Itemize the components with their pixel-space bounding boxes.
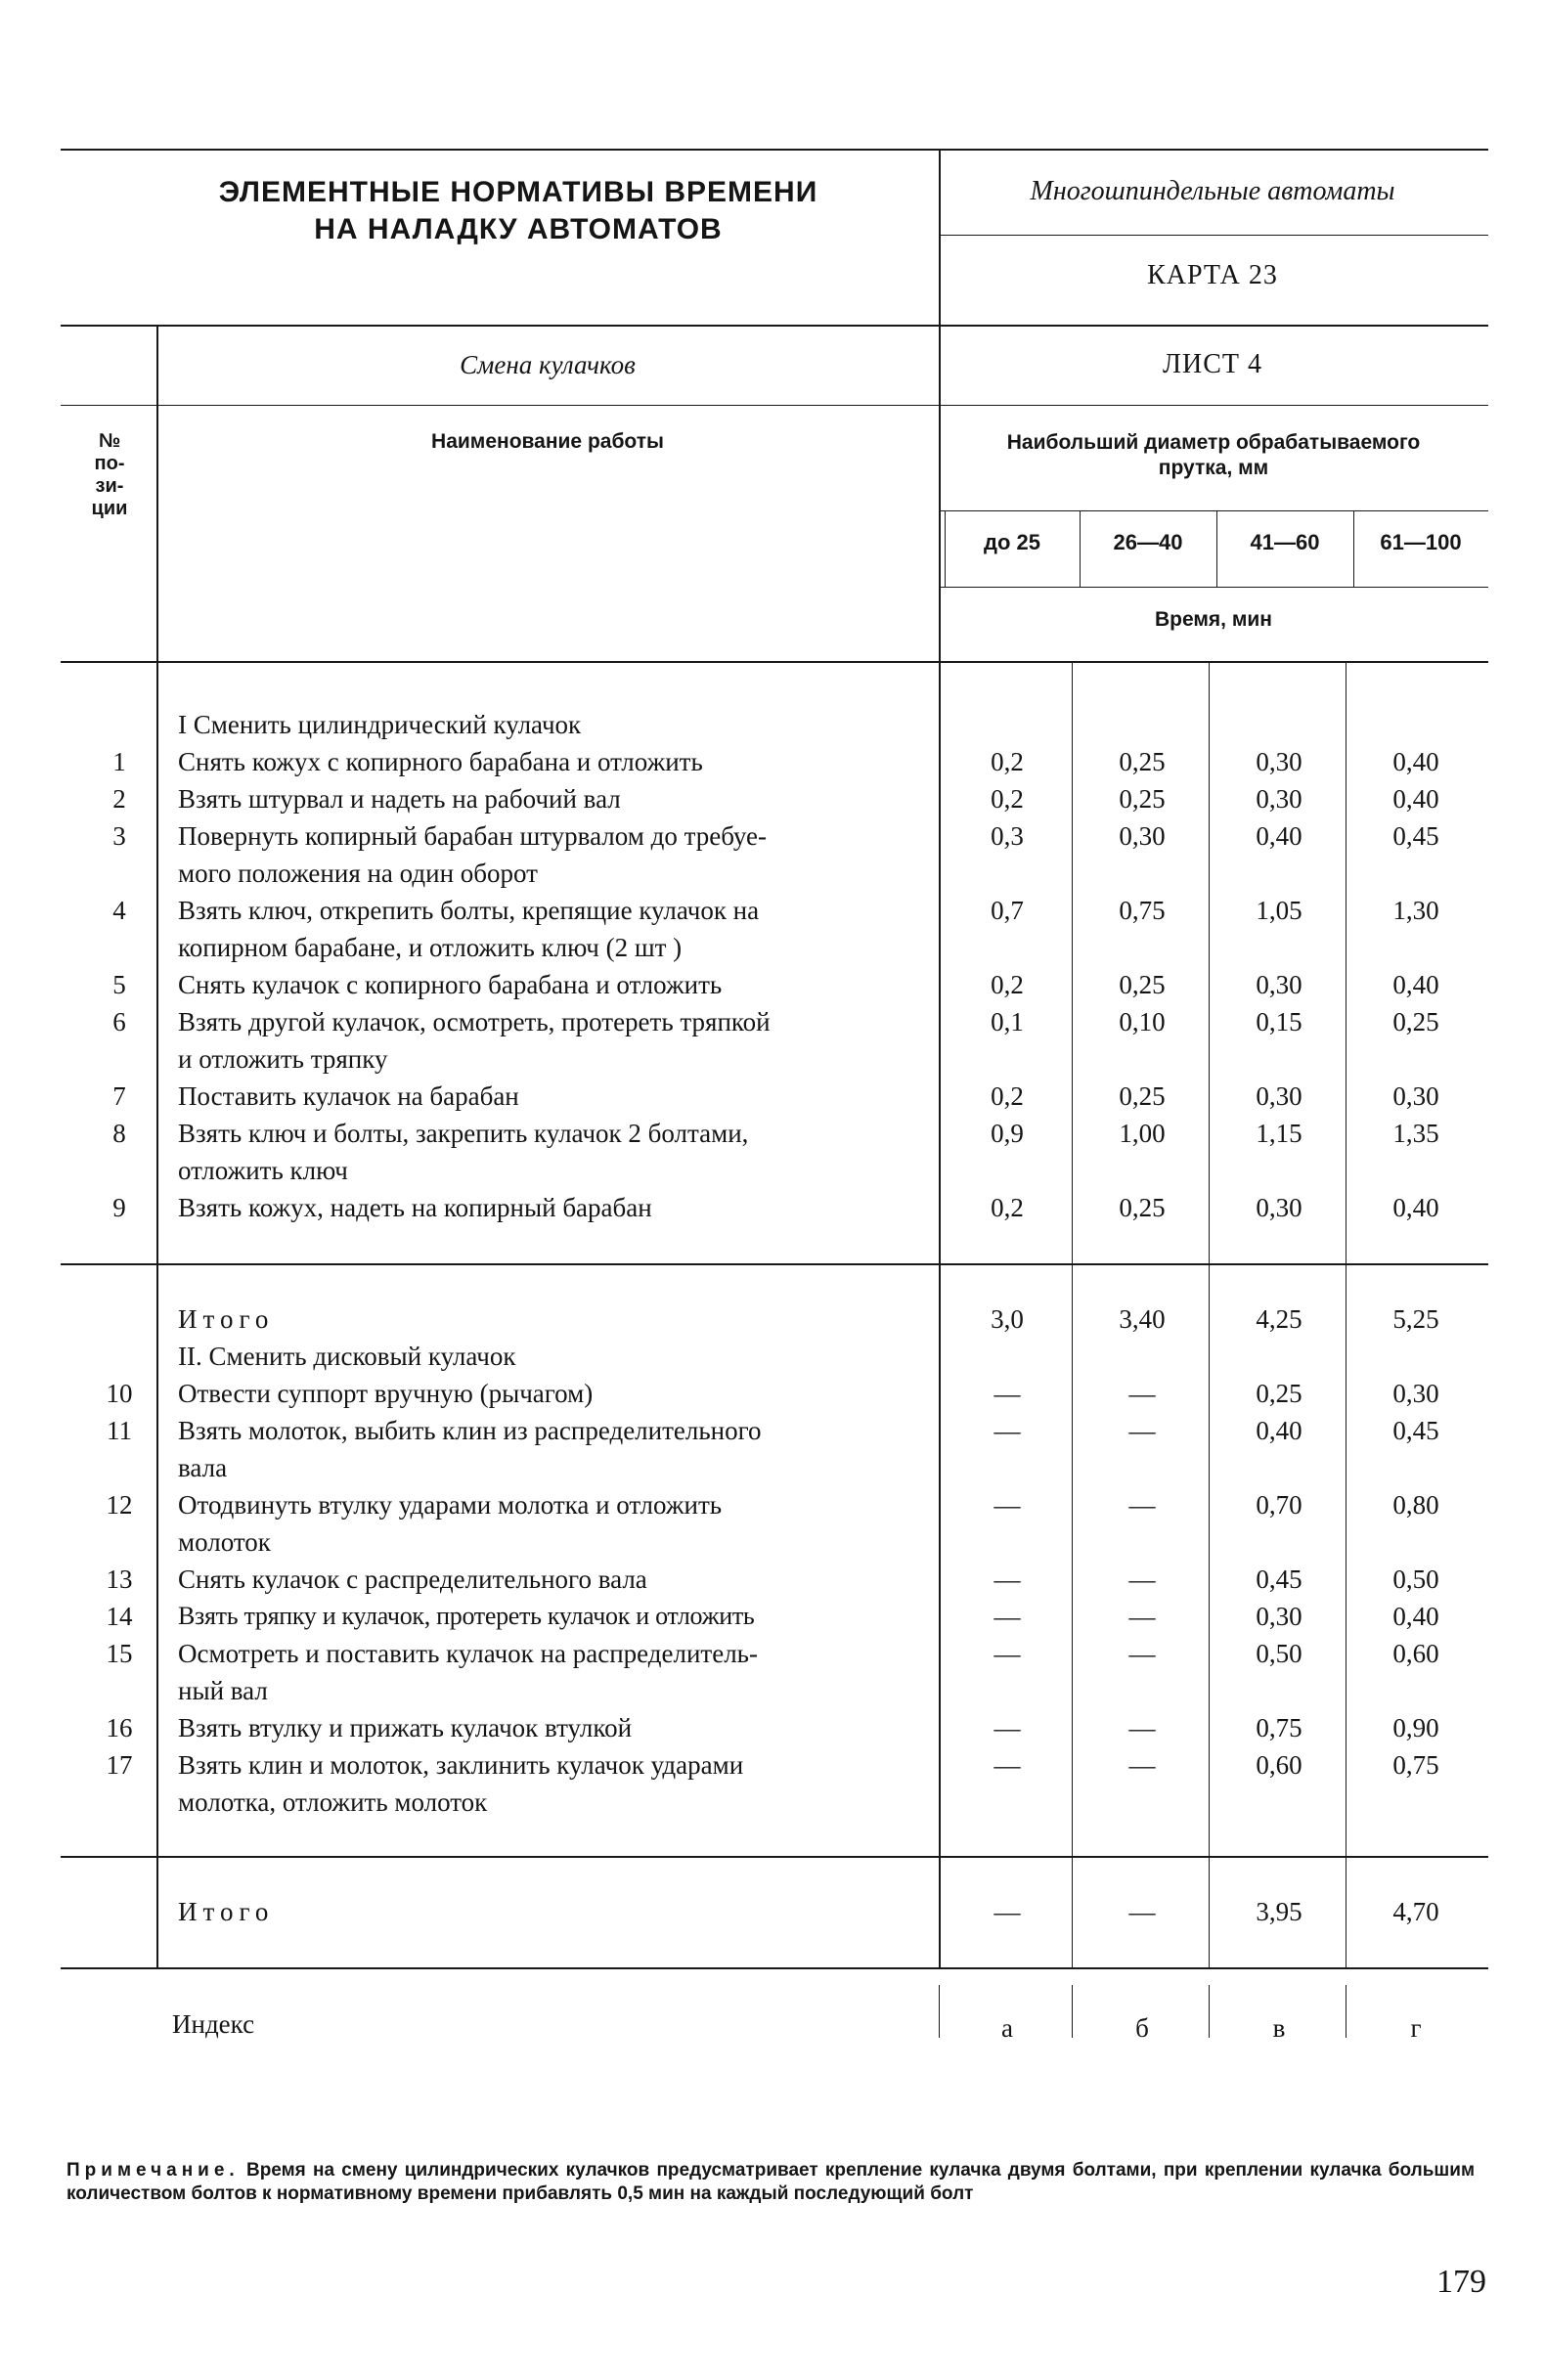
value-col-divider [1072, 661, 1073, 1967]
row-desc [178, 1189, 931, 1226]
row-value: — [993, 1379, 1021, 1408]
position-header-line: ции [91, 498, 128, 519]
row-value: — [993, 1490, 1021, 1520]
row-value: — [1128, 1602, 1156, 1631]
row-desc-line: молотка, отложить молоток [178, 1787, 488, 1817]
index-tick [1209, 1985, 1210, 2038]
index-tick [939, 1985, 940, 2038]
row-value: 0,45 [1256, 1565, 1302, 1594]
row-pos: 7 [112, 1081, 126, 1111]
range-header-1: до 25 [984, 530, 1040, 554]
row-value: 0,30 [1119, 821, 1166, 851]
range-top-rule [941, 510, 1488, 511]
row-value: 0,45 [1392, 1416, 1439, 1445]
total-value: — [993, 1897, 1021, 1926]
row-value: 0,25 [1119, 1193, 1166, 1222]
row-value: 0,10 [1119, 1007, 1166, 1036]
subtotal-value: 3,0 [991, 1304, 1024, 1334]
row-value: — [993, 1416, 1021, 1445]
row-pos: 3 [112, 821, 126, 851]
row-desc [178, 1635, 931, 1709]
total-bottom-rule [61, 1967, 1488, 1969]
row-value: — [1128, 1713, 1156, 1742]
row-value: — [1128, 1750, 1156, 1780]
position-header-line: по- [94, 453, 125, 474]
row-pos: 13 [106, 1565, 133, 1594]
subtotal-value: 3,40 [1119, 1304, 1166, 1334]
index-value: а [1001, 2013, 1013, 2043]
row-value: — [993, 1713, 1021, 1742]
row-value: 0,25 [1119, 970, 1166, 999]
range-bottom-rule [941, 587, 1488, 588]
row-pos: 8 [112, 1119, 126, 1148]
row-value: 0,30 [1256, 747, 1302, 776]
row-value: 0,75 [1392, 1750, 1439, 1780]
row-value: 0,70 [1256, 1490, 1302, 1520]
row-value: 1,35 [1392, 1119, 1439, 1148]
row-value: — [1128, 1490, 1156, 1520]
machine-rule [939, 235, 1488, 236]
footnote-head: Примечание. [66, 2160, 240, 2181]
table-subtitle: Смена кулачков [460, 350, 636, 379]
row-desc-line: Взять другой кулачок, осмотреть, протереть тряпкой [178, 1007, 771, 1036]
work-name-header: Наименование работы [431, 430, 664, 453]
row-desc-line: Взять ключ и болты, закрепить кулачок 2 болтами, [178, 1119, 749, 1148]
row-value: 0,25 [1392, 1007, 1439, 1036]
row-value: 0,25 [1256, 1379, 1302, 1408]
row-value: — [993, 1602, 1021, 1631]
row-value: — [1128, 1379, 1156, 1408]
row-desc-line: Снять кулачок с копирного барабана и отложить [178, 970, 723, 999]
section-1-heading: I Сменить цилиндрический кулачок [178, 710, 582, 739]
index-value: б [1135, 2013, 1149, 2043]
header-rule [61, 325, 1488, 327]
row-value: 0,30 [1256, 1193, 1302, 1222]
row-value: — [1128, 1416, 1156, 1445]
index-tick [1072, 1985, 1073, 2038]
row-value: 0,90 [1392, 1713, 1439, 1742]
row-desc [178, 1561, 931, 1598]
row-value: — [993, 1565, 1021, 1594]
row-desc-line: Отвести суппорт вручную (рычагом) [178, 1379, 594, 1408]
row-value: 0,25 [1119, 1081, 1166, 1111]
subtotal-label: Итого [178, 1304, 275, 1334]
row-value: 0,60 [1256, 1750, 1302, 1780]
subtotal-value: 5,25 [1392, 1304, 1439, 1334]
row-pos: 1 [112, 747, 126, 776]
row-desc-line: Осмотреть и поставить кулачок на распределитель- [178, 1639, 758, 1668]
card-number: КАРТА 23 [1147, 260, 1278, 290]
row-value: 0,25 [1119, 747, 1166, 776]
page-number: 179 [1436, 2264, 1486, 2300]
index-label: Индекс [172, 2009, 255, 2039]
row-value: 0,40 [1392, 970, 1439, 999]
row-desc-line: Повернуть копирный барабан штурвалом до требуе- [178, 821, 768, 851]
row-value: 0,2 [991, 784, 1024, 814]
document-title [166, 174, 870, 248]
row-desc-line: Взять кожух, надеть на копирный барабан [178, 1193, 652, 1222]
row-pos: 15 [106, 1639, 133, 1668]
machine-type: Многошпиндельные автоматы [1030, 176, 1395, 206]
diameter-header [941, 430, 1486, 481]
title-line-2: НА НАЛАДКУ АВТОМАТОВ [314, 213, 723, 245]
row-value: 0,40 [1392, 747, 1439, 776]
row-desc-line: Отодвинуть втулку ударами молотка и отложить [178, 1490, 723, 1520]
row-value: 1,15 [1256, 1119, 1302, 1148]
row-desc-line: ный вал [178, 1676, 268, 1705]
row-desc [178, 780, 931, 817]
row-desc [178, 1486, 931, 1561]
row-pos: 2 [112, 784, 126, 814]
row-pos: 17 [106, 1750, 133, 1780]
value-col-divider [1209, 661, 1210, 1967]
position-header [61, 430, 158, 520]
row-value: 0,25 [1119, 784, 1166, 814]
row-value: 0,40 [1392, 1602, 1439, 1631]
row-value: 0,9 [991, 1119, 1024, 1148]
row-desc [178, 1115, 931, 1189]
row-desc-line: Снять кожух с копирного барабана и отложить [178, 747, 703, 776]
row-desc-line: копирном барабане, и отложить ключ (2 шт ) [178, 933, 683, 962]
row-desc-line: Взять молоток, выбить клин из распределительного [178, 1416, 762, 1445]
row-desc [178, 1598, 931, 1635]
row-desc-line: Взять клин и молоток, заклинить кулачок ударами [178, 1750, 744, 1780]
row-pos: 9 [112, 1193, 126, 1222]
row-value: 0,3 [991, 821, 1024, 851]
row-value: 0,15 [1256, 1007, 1302, 1036]
row-value: — [1128, 1565, 1156, 1594]
row-value: 0,60 [1392, 1639, 1439, 1668]
row-desc [178, 1003, 931, 1078]
row-desc-line: Взять штурвал и надеть на рабочий вал [178, 784, 621, 814]
row-desc-line: Снять кулачок с распределительного вала [178, 1565, 647, 1594]
row-desc-line: мого положения на один оборот [178, 859, 538, 888]
total-value: — [1128, 1897, 1156, 1926]
row-value: 0,40 [1392, 784, 1439, 814]
total-label: Итого [178, 1897, 275, 1926]
row-value: 0,30 [1256, 1081, 1302, 1111]
row-value: 0,2 [991, 1081, 1024, 1111]
row-value: 0,2 [991, 1193, 1024, 1222]
top-rule [61, 149, 1488, 151]
row-pos: 10 [106, 1379, 133, 1408]
row-value: 0,45 [1392, 821, 1439, 851]
row-pos: 12 [106, 1490, 133, 1520]
row-desc [178, 1375, 931, 1412]
row-pos: 4 [112, 896, 126, 925]
row-desc [178, 817, 931, 892]
row-value: 0,75 [1256, 1713, 1302, 1742]
row-value: — [993, 1639, 1021, 1668]
total-value: 3,95 [1256, 1897, 1302, 1926]
row-desc [178, 1746, 931, 1821]
row-desc-line: вала [178, 1453, 228, 1482]
range-header-2: 26—40 [1113, 530, 1183, 554]
range-header-3: 41—60 [1250, 530, 1320, 554]
row-value: 0,40 [1256, 821, 1302, 851]
range-header-4: 61—100 [1380, 530, 1462, 554]
row-desc [178, 1412, 931, 1486]
index-value: в [1272, 2013, 1286, 2043]
position-header-line: зи- [95, 475, 124, 497]
row-desc [178, 966, 931, 1003]
row-desc-line: Поставить кулачок на барабан [178, 1081, 519, 1111]
row-value: 0,30 [1256, 784, 1302, 814]
position-header-line: № [98, 430, 121, 452]
section-2-heading: II. Сменить дисковый кулачок [178, 1342, 516, 1371]
row-desc [178, 892, 931, 966]
row-pos: 14 [106, 1602, 133, 1631]
subtotal-value: 4,25 [1256, 1304, 1302, 1334]
row-value: 0,30 [1392, 1081, 1439, 1111]
footnote [66, 2159, 1475, 2206]
row-desc-line: молоток [178, 1527, 271, 1557]
row-value: — [993, 1750, 1021, 1780]
row-desc-line: Взять тряпку и кулачок, протереть кулачок и отложить [178, 1602, 755, 1630]
row-value: 0,2 [991, 747, 1024, 776]
row-value: 0,7 [991, 896, 1024, 925]
row-value: 0,30 [1256, 1602, 1302, 1631]
row-pos: 11 [107, 1416, 132, 1445]
row-desc-line: и отложить тряпку [178, 1044, 388, 1074]
total-value: 4,70 [1392, 1897, 1439, 1926]
total-top-rule [61, 1856, 1488, 1858]
sheet-number: ЛИСТ 4 [1163, 349, 1262, 379]
row-desc [178, 743, 931, 780]
row-value: 0,40 [1392, 1193, 1439, 1222]
row-value: 1,00 [1119, 1119, 1166, 1148]
row-value: 0,75 [1119, 896, 1166, 925]
time-header: Время, мин [1155, 608, 1272, 631]
subtitle-rule [61, 405, 1488, 406]
row-desc-line: Взять ключ, открепить болты, крепящие кулачок на [178, 896, 760, 925]
row-value: — [1128, 1639, 1156, 1668]
row-value: 1,05 [1256, 896, 1302, 925]
diameter-header-line-2: прутка, мм [1158, 457, 1269, 479]
name-col-divider [939, 661, 941, 1967]
diameter-header-line-1: Наибольший диаметр обрабатываемого [1006, 431, 1421, 454]
pos-col-divider [156, 661, 158, 1967]
row-pos: 6 [112, 1007, 126, 1036]
title-line-1: ЭЛЕМЕНТНЫЕ НОРМАТИВЫ ВРЕМЕНИ [218, 176, 818, 208]
row-desc-line: Взять втулку и прижать кулачок втулкой [178, 1713, 633, 1742]
row-desc [178, 1078, 931, 1115]
row-value: 0,30 [1392, 1379, 1439, 1408]
section-rule [61, 1263, 1488, 1265]
row-value: 0,50 [1256, 1639, 1302, 1668]
row-desc [178, 1709, 931, 1746]
row-value: 1,30 [1392, 896, 1439, 925]
row-value: 0,2 [991, 970, 1024, 999]
row-pos: 16 [106, 1713, 133, 1742]
index-value: г [1410, 2013, 1422, 2043]
body-top-rule [61, 661, 1488, 663]
row-pos: 5 [112, 970, 126, 999]
row-desc-line: отложить ключ [178, 1156, 348, 1185]
row-value: 0,30 [1256, 970, 1302, 999]
row-value: 0,80 [1392, 1490, 1439, 1520]
row-value: 0,1 [991, 1007, 1024, 1036]
row-value: 0,40 [1256, 1416, 1302, 1445]
footnote-text: Время на смену цилиндрических кулачков предусматривает крепление кулачка двумя болтами, при креплении кулачка большим количеством болтов к нормативному времени прибавлять 0,5 мин на каждый последующий болт [66, 2160, 1476, 2204]
row-value: 0,50 [1392, 1565, 1439, 1594]
